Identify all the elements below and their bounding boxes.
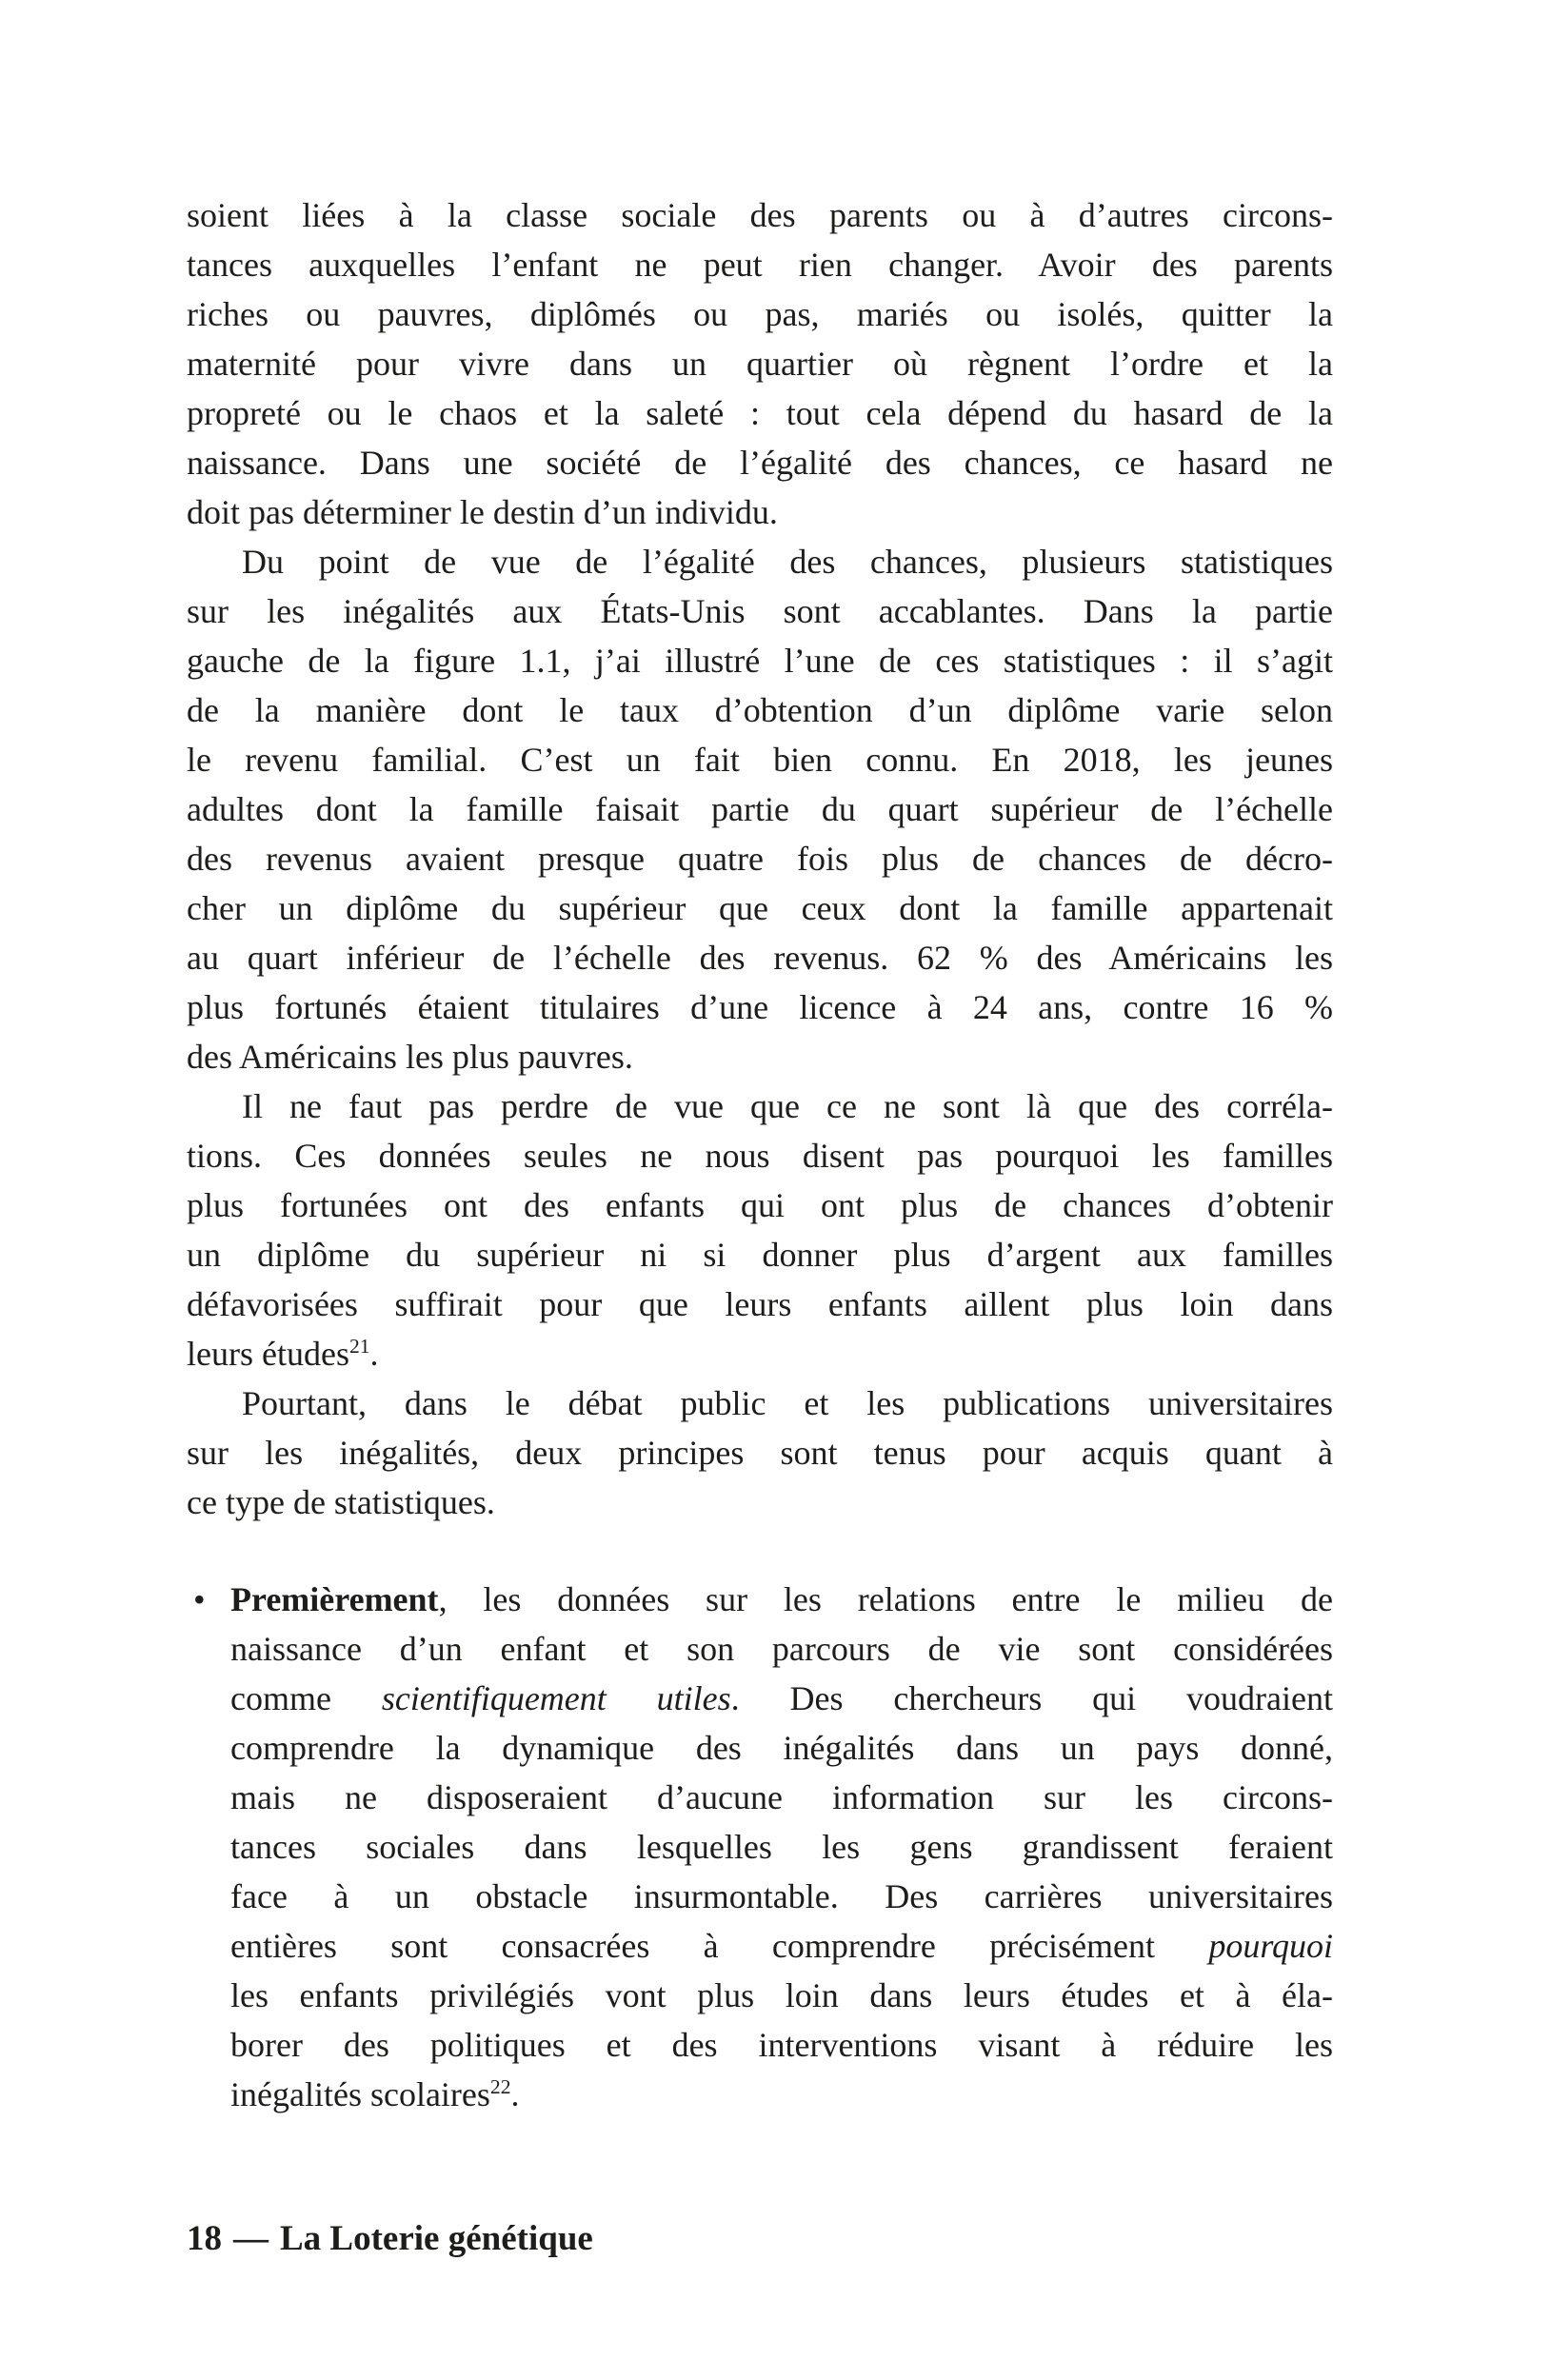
body-text: défavorisées suffirait pour que leurs enfants aillent plus loin dans	[187, 1285, 1333, 1323]
paragraph	[187, 1378, 1333, 1527]
body-text: .	[510, 2075, 520, 2113]
text-line	[187, 537, 1333, 586]
body-text: des revenus avaient presque quatre fois plus de chances de décro-	[187, 840, 1333, 878]
body-text: soient liées à la classe sociale des parents ou à d’autres circons-	[187, 196, 1333, 234]
footer-separator: —	[233, 2219, 269, 2258]
footnote-ref: 21	[348, 1335, 370, 1358]
page-number: 18	[187, 2219, 222, 2258]
body-text: leurs études	[187, 1335, 349, 1373]
body-text: entières sont consacrées à comprendre précisément	[230, 1927, 1209, 1965]
body-text: de la manière dont le taux d’obtention d’un diplôme varie selon	[187, 691, 1333, 729]
body-text: ce type de statistiques.	[187, 1483, 495, 1521]
text-line	[187, 1081, 1333, 1131]
body-text: tances auxquelles l’enfant ne peut rien changer. Avoir des parents	[187, 246, 1333, 284]
text-line	[187, 636, 1333, 685]
text-line	[187, 487, 1333, 537]
text-line	[187, 1872, 1333, 1921]
text-line	[187, 438, 1333, 487]
body-text: sur les inégalités, deux principes sont tenus pour acquis quant à	[187, 1434, 1333, 1472]
body-text: sur les inégalités aux États-Unis sont accablantes. Dans la partie	[187, 592, 1333, 630]
body-text: plus fortunées ont des enfants qui ont plus de chances d’obtenir	[187, 1186, 1333, 1224]
text-line	[187, 685, 1333, 735]
text-line	[187, 1971, 1333, 2020]
bullet-paragraph	[187, 1575, 1333, 2119]
text-line	[187, 1131, 1333, 1180]
body-text: Pourtant, dans le débat public et les publications universitaires	[242, 1384, 1333, 1422]
text-line	[187, 834, 1333, 883]
body-text: comme	[230, 1679, 382, 1717]
book-title: La Loterie génétique	[280, 2219, 593, 2258]
body-text: tions. Ces données seules ne nous disent pas pourquoi les familles	[187, 1137, 1333, 1175]
text-line	[187, 1822, 1333, 1872]
bold-text: Premièrement	[230, 1580, 439, 1618]
text-line	[187, 982, 1333, 1032]
text-line	[187, 2020, 1333, 2070]
text-line	[187, 883, 1333, 933]
body-text: un diplôme du supérieur ni si donner plus d’argent aux familles	[187, 1236, 1333, 1274]
text-line	[187, 1180, 1333, 1230]
text-line	[187, 1329, 1333, 1378]
body-text: propreté ou le chaos et la saleté : tout cela dépend du hasard de la	[187, 394, 1333, 432]
text-line	[187, 289, 1333, 339]
body-text: , les données sur les relations entre le milieu de	[438, 1580, 1333, 1618]
text-line	[187, 1378, 1333, 1428]
body-text: au quart inférieur de l’échelle des revenus. 62 % des Américains les	[187, 939, 1333, 977]
body-text: riches ou pauvres, diplômés ou pas, mariés ou isolés, quitter la	[187, 295, 1333, 333]
footnote-ref: 22	[489, 2075, 511, 2098]
italic-text: pourquoi	[1208, 1927, 1333, 1965]
text-line	[187, 1428, 1333, 1478]
body-text: naissance d’un enfant et son parcours de vie sont considérées	[230, 1630, 1333, 1668]
italic-text: scientifiquement utiles	[381, 1679, 731, 1717]
body-text: comprendre la dynamique des inégalités dans un pays donné,	[230, 1729, 1333, 1767]
text-line	[187, 1478, 1333, 1527]
body-text: maternité pour vivre dans un quartier où règnent l’ordre et la	[187, 345, 1333, 383]
text-line	[187, 1624, 1333, 1674]
page-text	[187, 190, 1333, 2119]
body-text: .	[369, 1335, 379, 1373]
text-line	[187, 735, 1333, 784]
text-line	[187, 1032, 1333, 1081]
text-line	[187, 1279, 1333, 1329]
text-line	[187, 1674, 1333, 1723]
body-text: borer des politiques et des interventions visant à réduire les	[230, 2026, 1333, 2064]
body-text: les enfants privilégiés vont plus loin dans leurs études et à éla-	[230, 1976, 1333, 2014]
body-text: Du point de vue de l’égalité des chances, plusieurs statistiques	[242, 543, 1333, 581]
text-line	[187, 1230, 1333, 1279]
body-text: naissance. Dans une société de l’égalité des chances, ce hasard ne	[187, 444, 1333, 482]
text-line	[187, 2070, 1333, 2119]
paragraph	[187, 190, 1333, 537]
text-line	[187, 240, 1333, 289]
body-text: adultes dont la famille faisait partie du quart supérieur de l’échelle	[187, 790, 1333, 828]
page-footer	[187, 2214, 593, 2264]
body-text: des Américains les plus pauvres.	[187, 1038, 633, 1076]
text-line	[187, 190, 1333, 240]
text-line	[187, 1575, 1333, 1624]
body-text: face à un obstacle insurmontable. Des carrières universitaires	[230, 1877, 1333, 1915]
text-line	[187, 1921, 1333, 1971]
text-line	[187, 339, 1333, 388]
body-text: le revenu familial. C’est un fait bien connu. En 2018, les jeunes	[187, 741, 1333, 779]
body-text: plus fortunés étaient titulaires d’une licence à 24 ans, contre 16 %	[187, 988, 1333, 1026]
paragraph	[187, 537, 1333, 1081]
text-line	[187, 1723, 1333, 1773]
text-line	[187, 933, 1333, 982]
text-line	[187, 1773, 1333, 1822]
body-text: tances sociales dans lesquelles les gens grandissent feraient	[230, 1828, 1333, 1866]
text-line	[187, 586, 1333, 636]
body-text: mais ne disposeraient d’aucune information sur les circons-	[230, 1778, 1333, 1816]
body-text: cher un diplôme du supérieur que ceux dont la famille appartenait	[187, 889, 1333, 927]
bullet-icon: •	[193, 1580, 206, 1618]
paragraph	[187, 1081, 1333, 1378]
body-text: Il ne faut pas perdre de vue que ce ne sont là que des corréla-	[242, 1087, 1333, 1125]
text-line	[187, 388, 1333, 438]
body-text: doit pas déterminer le destin d’un individu.	[187, 493, 778, 531]
body-text: inégalités scolaires	[230, 2075, 490, 2113]
body-text: gauche de la figure 1.1, j’ai illustré l’une de ces statistiques : il s’agit	[187, 642, 1333, 680]
text-line	[187, 784, 1333, 834]
body-text: . Des chercheurs qui voudraient	[730, 1679, 1333, 1717]
